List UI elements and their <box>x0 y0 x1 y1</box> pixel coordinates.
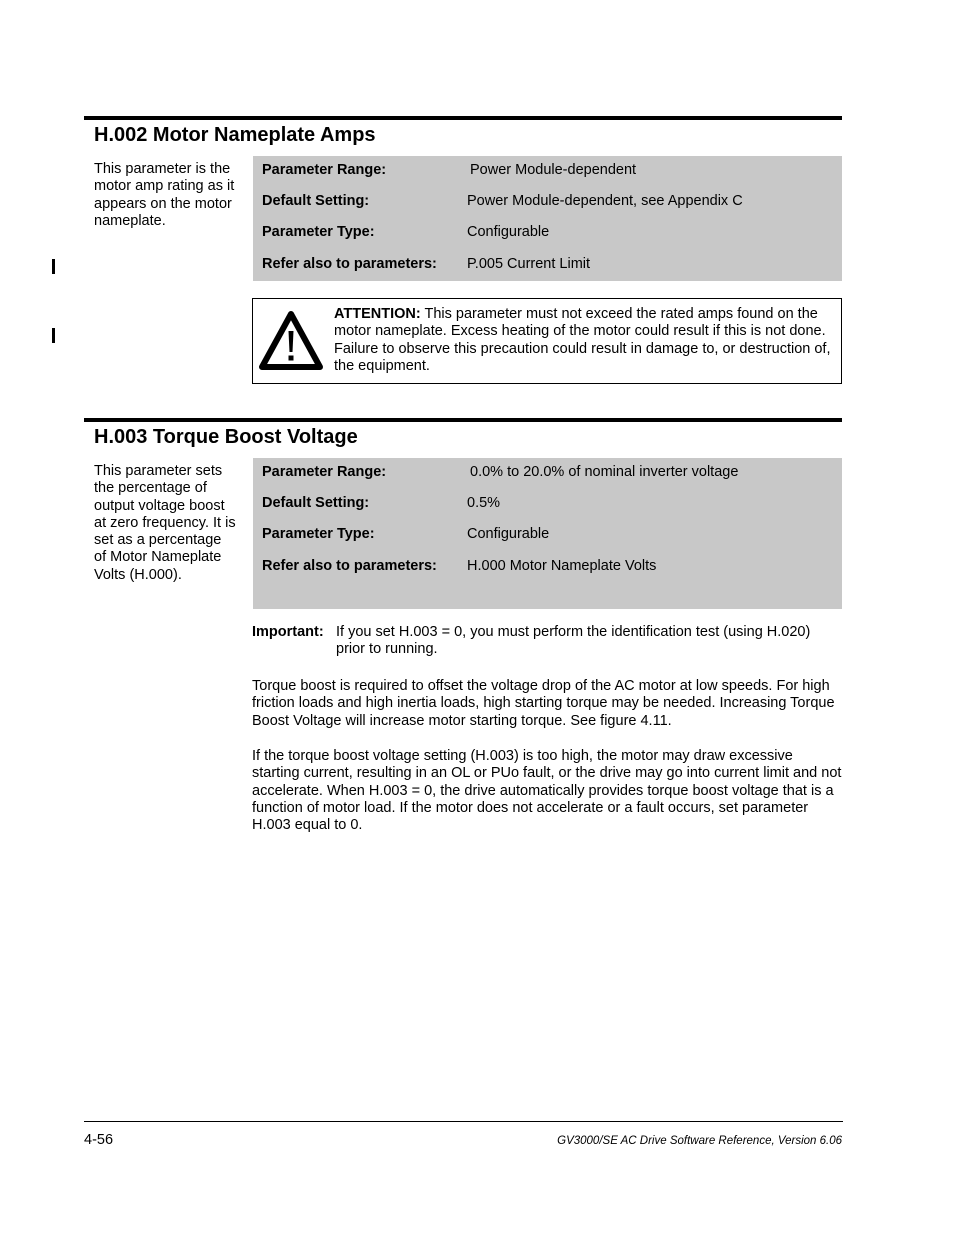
important-label: Important: <box>252 624 324 640</box>
param-row-default <box>253 191 842 211</box>
important-text: If you set H.003 = 0, you must perform the identification test (using H.020) prior to running. <box>336 624 811 658</box>
parameter-table-h003 <box>253 458 842 609</box>
param-value: Configurable <box>467 224 550 240</box>
footer-rule <box>84 1121 843 1122</box>
footer-doc-title: GV3000/SE AC Drive Software Reference, Version 6.06 <box>557 1135 842 1147</box>
param-label: Default Setting: <box>262 495 370 511</box>
change-bar <box>52 328 55 343</box>
param-label: Parameter Range: <box>262 464 387 480</box>
param-label: Refer also to parameters: <box>262 256 437 272</box>
section-rule-h002 <box>84 116 842 120</box>
param-value: Power Module-dependent, see Appendix C <box>467 193 743 209</box>
param-label: Parameter Type: <box>262 224 375 240</box>
param-value: 0.5% <box>467 495 501 511</box>
warning-triangle-icon <box>257 307 325 375</box>
page-number: 4-56 <box>84 1132 114 1148</box>
param-label: Parameter Type: <box>262 526 375 542</box>
param-row-default <box>253 493 842 513</box>
description-h002: This parameter is the motor amp rating as it appears on the motor nameplate. <box>94 161 235 229</box>
param-row-range <box>253 462 842 482</box>
param-label: Default Setting: <box>262 193 370 209</box>
param-row-type <box>253 524 842 544</box>
param-row-refer <box>253 254 842 274</box>
attention-message: This parameter must not exceed the rated amps found on the motor nameplate. Excess heating of the motor could result if this is not done. Failure to observe this precaution could result in damage to, or destruction of, the equipment. <box>334 306 831 374</box>
param-label: Refer also to parameters: <box>262 558 437 574</box>
attention-box <box>252 298 842 384</box>
param-row-type <box>253 222 842 242</box>
param-row-refer <box>253 556 842 576</box>
param-value: H.000 Motor Nameplate Volts <box>467 558 657 574</box>
param-row-range <box>253 160 842 180</box>
body-paragraph: If the torque boost voltage setting (H.003) is too high, the motor may draw excessive starting current, resulting in an OL or PUo fault, or the drive may go into current limit and not accelerate. When H.003 = 0, the drive automatically provides torque boost voltage that is a function of motor load. If the motor does not accelerate or a fault occurs, set parameter H.003 equal to 0. <box>252 748 842 834</box>
section-rule-h003 <box>84 418 842 422</box>
section-title-h002: H.002 Motor Nameplate Amps <box>94 124 376 146</box>
attention-label: ATTENTION: <box>334 306 421 322</box>
body-paragraph: Torque boost is required to offset the voltage drop of the AC motor at low speeds. For high friction loads and high inertia loads, high starting torque may be needed. Increasing Torque Boost Voltage will increase motor starting torque. See figure 4.11. <box>252 678 835 729</box>
param-value: 0.0% to 20.0% of nominal inverter voltage <box>470 464 739 480</box>
section-title-h003: H.003 Torque Boost Voltage <box>94 426 358 448</box>
param-label: Parameter Range: <box>262 162 387 178</box>
description-h003: This parameter sets the percentage of output voltage boost at zero frequency. It is set as a percentage of Motor Nameplate Volts (H.000). <box>94 463 236 583</box>
change-bar <box>52 259 55 274</box>
attention-text <box>334 306 834 375</box>
param-value: P.005 Current Limit <box>467 256 591 272</box>
param-value: Power Module-dependent <box>470 162 637 178</box>
param-value: Configurable <box>467 526 550 542</box>
parameter-table-h002 <box>253 156 842 281</box>
